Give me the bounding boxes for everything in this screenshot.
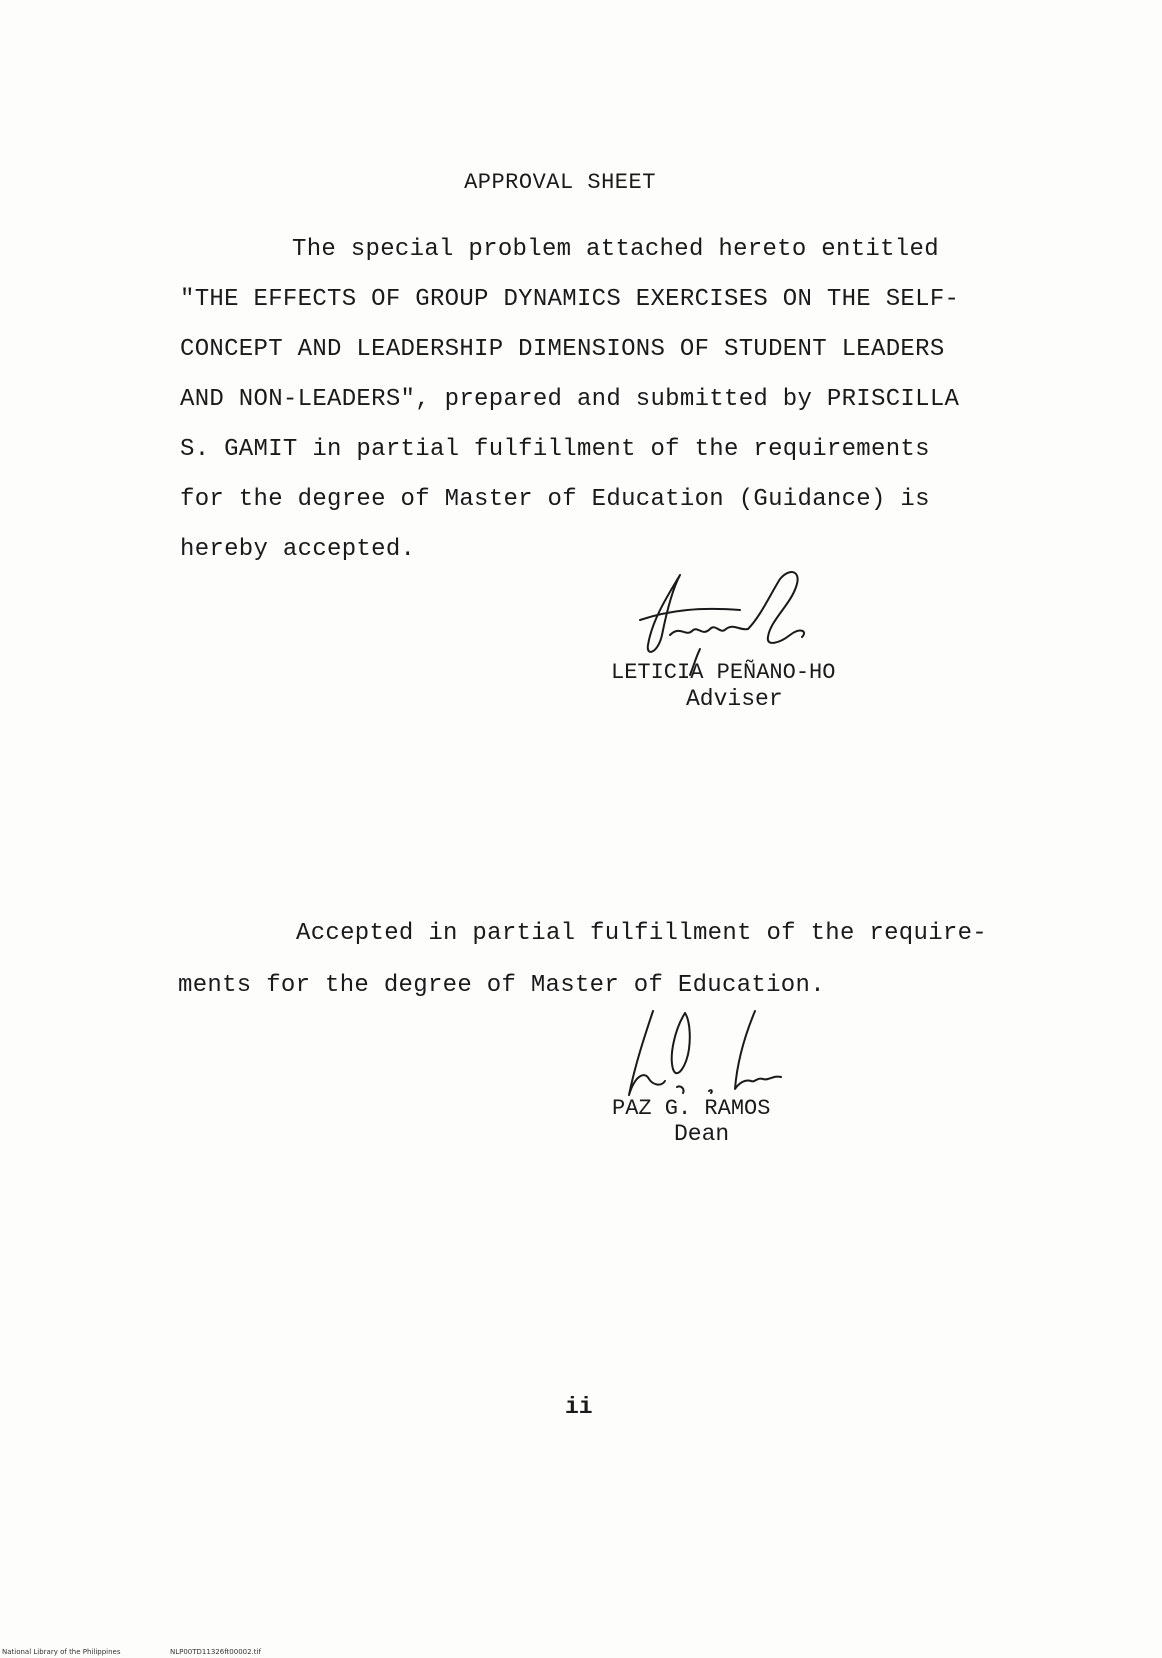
footer-file-id: NLP00TD11326ft00002.tif bbox=[170, 1648, 261, 1656]
paragraph-line: ments for the degree of Master of Education. bbox=[178, 972, 825, 999]
paragraph-line: "THE EFFECTS OF GROUP DYNAMICS EXERCISES ON THE SELF- bbox=[180, 286, 960, 313]
footer-library: National Library of the Philippines bbox=[2, 1648, 121, 1656]
paragraph-line: for the degree of Master of Education (Guidance) is bbox=[180, 486, 930, 513]
paragraph-line: The special problem attached hereto entitled bbox=[292, 236, 939, 263]
adviser-name: LETICIA PEÑANO-HO bbox=[611, 660, 836, 685]
paragraph-line: S. GAMIT in partial fulfillment of the requirements bbox=[180, 436, 930, 463]
dean-signature bbox=[605, 1005, 805, 1105]
adviser-role: Adviser bbox=[686, 686, 783, 712]
dean-name: PAZ G. RAMOS bbox=[612, 1096, 771, 1121]
page-number: ii bbox=[565, 1394, 593, 1420]
document-title: APPROVAL SHEET bbox=[464, 170, 656, 195]
paragraph-line: CONCEPT AND LEADERSHIP DIMENSIONS OF STUDENT LEADERS bbox=[180, 336, 945, 363]
paragraph-line: hereby accepted. bbox=[180, 536, 416, 563]
dean-role: Dean bbox=[674, 1121, 730, 1147]
paragraph-line: AND NON-LEADERS", prepared and submitted by PRISCILLA bbox=[180, 386, 960, 413]
paragraph-line: Accepted in partial fulfillment of the require- bbox=[296, 920, 988, 947]
